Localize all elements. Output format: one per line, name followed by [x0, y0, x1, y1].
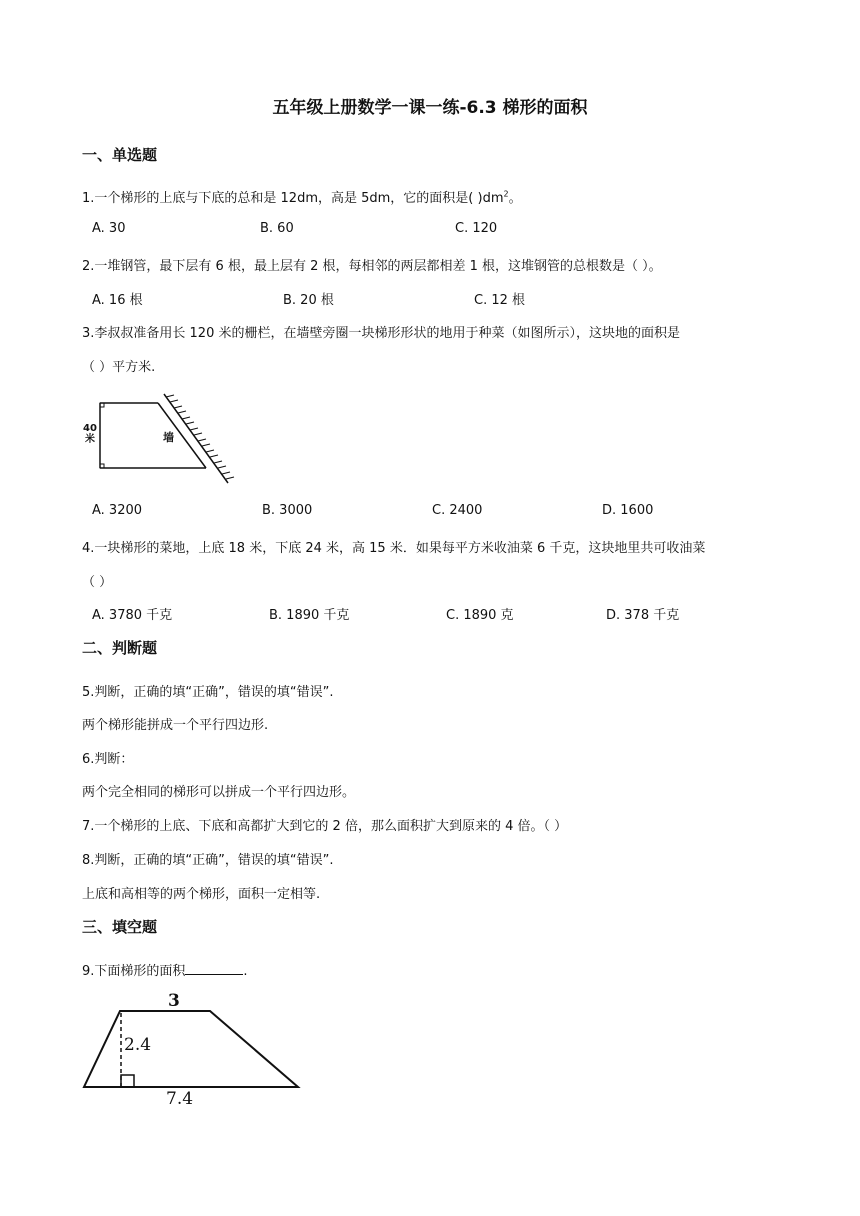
q3-option-b[interactable]: B. 3000 [262, 503, 313, 518]
question-1-text: 1.一个梯形的上底与下底的总和是 12dm，高是 5dm，它的面积是( )dm [82, 191, 504, 206]
q2-option-a[interactable]: A. 16 根 [92, 293, 143, 308]
q4-option-a[interactable]: A. 3780 千克 [92, 608, 173, 623]
q3-trapezoid-wall-figure [80, 388, 240, 488]
question-8-line-1: 8.判断，正确的填“正确”，错误的填“错误”. [82, 853, 334, 868]
question-3-line-2: （ ）平方米. [82, 360, 156, 375]
question-9-text: 9.下面梯形的面积 [82, 964, 186, 979]
question-4-line-1: 4.一块梯形的菜地，上底 18 米，下底 24 米，高 15 米．如果每平方米收油菜 6 千克，这块地里共可收油菜 [82, 541, 706, 556]
section-heading-true-false: 二、判断题 [82, 639, 158, 657]
q3-figure-wall-label: 墙 [163, 431, 174, 444]
q1-option-b[interactable]: B. 60 [260, 221, 294, 236]
question-9-answer-blank[interactable] [185, 962, 243, 975]
q9-trapezoid-figure [80, 1005, 310, 1095]
section-heading-fill-in: 三、填空题 [82, 918, 158, 936]
question-6-line-1: 6.判断： [82, 752, 134, 767]
q2-option-c[interactable]: C. 12 根 [474, 293, 526, 308]
q4-option-d[interactable]: D. 378 千克 [606, 608, 680, 623]
question-7: 7.一个梯形的上底、下底和高都扩大到它的 2 倍，那么面积扩大到原来的 4 倍。（ ） [82, 819, 568, 834]
q1-option-a[interactable]: A. 30 [92, 221, 126, 236]
page-title: 五年级上册数学一课一练-6.3 梯形的面积 [272, 98, 588, 118]
q4-option-b[interactable]: B. 1890 千克 [269, 608, 350, 623]
q3-option-c[interactable]: C. 2400 [432, 503, 483, 518]
question-9 [82, 960, 248, 979]
q3-option-d[interactable]: D. 1600 [602, 503, 654, 518]
q2-option-b[interactable]: B. 20 根 [283, 293, 334, 308]
question-6-line-2: 两个完全相同的梯形可以拼成一个平行四边形。 [82, 785, 356, 800]
section-heading-single-choice: 一、单选题 [82, 146, 158, 164]
question-9-end: . [243, 964, 248, 979]
q3-figure-height-label: 40 米 [83, 423, 97, 445]
q9-figure-bottom-label: 7.4 [166, 1089, 194, 1109]
q1-option-c[interactable]: C. 120 [455, 221, 498, 236]
q9-figure-height-label: 2.4 [124, 1035, 152, 1055]
question-2: 2.一堆钢管，最下层有 6 根，最上层有 2 根，每相邻的两层都相差 1 根，这堆钢管的总根数是（ ）。 [82, 259, 662, 274]
question-5-line-1: 5.判断，正确的填“正确”，错误的填“错误”. [82, 685, 334, 700]
question-1-superscript: 2 [503, 189, 509, 199]
question-1-end: 。 [508, 191, 522, 206]
q9-figure-top-label: 3 [168, 991, 180, 1011]
q3-option-a[interactable]: A. 3200 [92, 503, 143, 518]
question-3-line-1: 3.李叔叔准备用长 120 米的栅栏，在墙壁旁圈一块梯形形状的地用于种菜（如图所示），这块地的面积是 [82, 326, 680, 341]
question-5-line-2: 两个梯形能拼成一个平行四边形. [82, 718, 269, 733]
q4-option-c[interactable]: C. 1890 克 [446, 608, 514, 623]
question-1 [82, 187, 522, 206]
question-4-line-2: （ ） [82, 575, 113, 590]
question-8-line-2: 上底和高相等的两个梯形，面积一定相等. [82, 887, 321, 902]
